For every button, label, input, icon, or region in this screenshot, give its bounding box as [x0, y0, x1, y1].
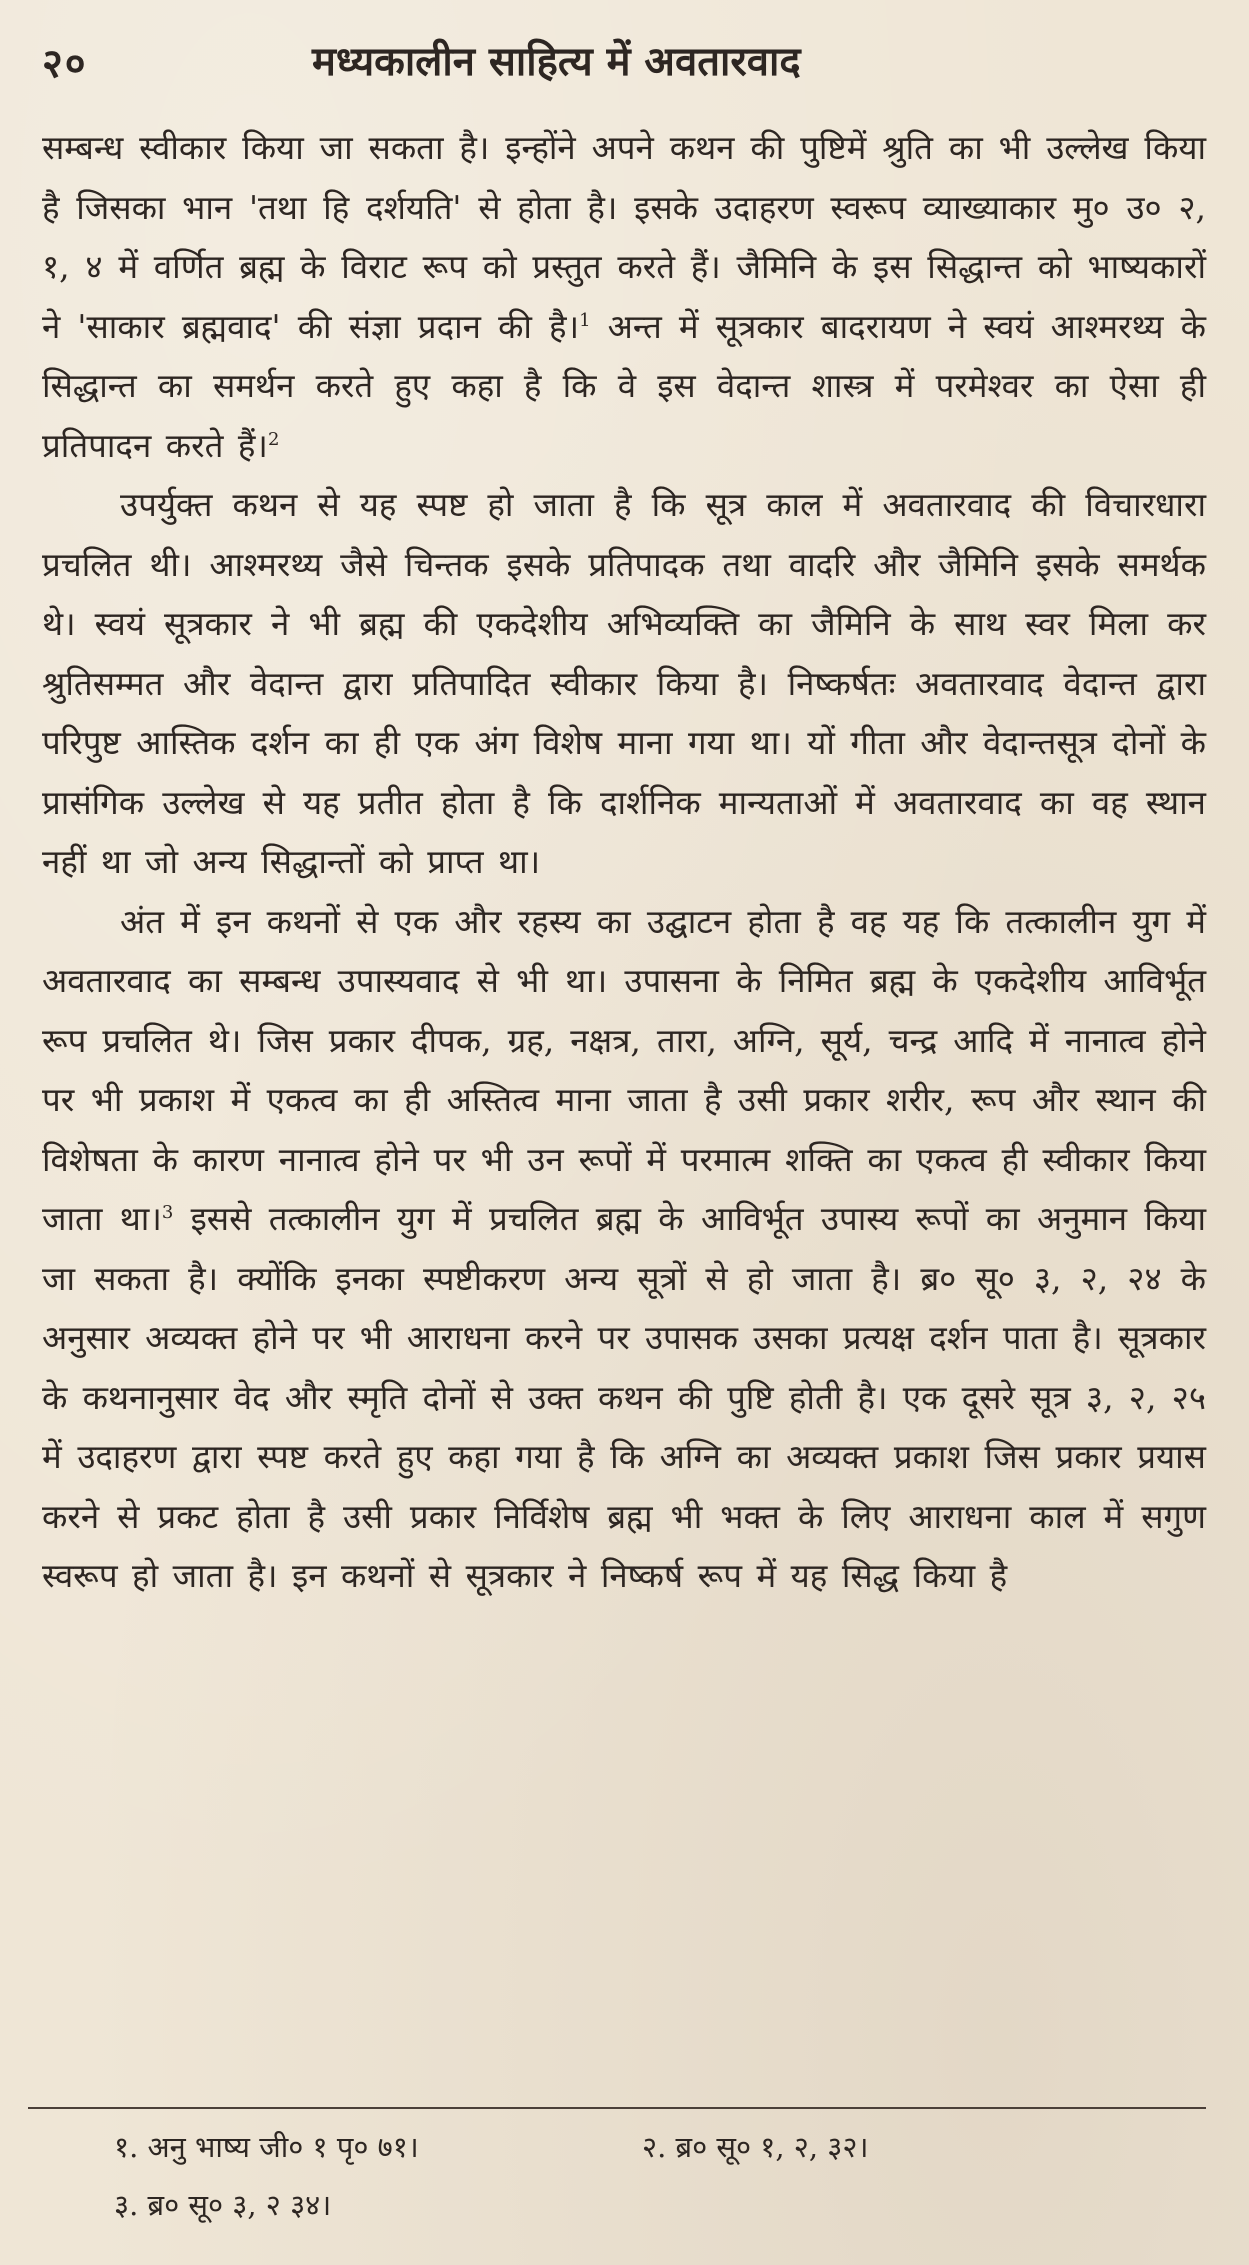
footnote-2: २. ब्र० सू० १, २, ३२।: [642, 2130, 869, 2164]
paragraph-3-text-b: इससे तत्कालीन युग में प्रचलित ब्रह्म के आविर्भूत उपास्य रूपों का अनुमान किया जा सकता है। क्योंकि इनका स्पष्टीकरण अन्य सूत्रों से हो जाता है। ब्र० सू० ३, २, २४ के अनुसार अव्यक्त होने पर भी आराधना करने पर उपासक उसका प्रत्यक्ष दर्शन पाता है। सूत्रकार के कथनानुसार वेद और स्मृति दोनों से उक्त कथन की पुष्टि होती है। एक दूसरे सूत्र ३, २, २५ में उदाहरण द्वारा स्पष्ट करते हुए कहा गया है कि अग्नि का अव्यक्त प्रकाश जिस प्रकार प्रयास करने से प्रकट होता है उसी प्रकार निर्विशेष ब्रह्म भी भक्त के लिए आराधना काल में सगुण स्वरूप हो जाता है। इन कथनों से सूत्रकार ने निष्कर्ष रूप में यह सिद्ध किया है: [42, 1199, 1206, 1595]
footnotes: [42, 2118, 1206, 2234]
running-title: मध्यकालीन साहित्य में अवतारवाद: [312, 38, 801, 85]
footnote-divider: [28, 2107, 1206, 2109]
paragraph-1: [42, 118, 1206, 475]
footnote-3: ३. ब्र० सू० ३, २ ३४।: [114, 2188, 332, 2222]
footnote-marker-3: 3: [161, 1202, 174, 1223]
paragraph-3-text-a: अंत में इन कथनों से एक और रहस्य का उद्घाटन होता है वह यह कि तत्कालीन युग में अवतारवाद का सम्बन्ध उपास्यवाद से भी था। उपासना के निमित ब्रह्म के एकदेशीय आविर्भूत रूप प्रचलित थे। जिस प्रकार दीपक, ग्रह, नक्षत्र, तारा, अग्नि, सूर्य, चन्द्र आदि में नानात्व होने पर भी प्रकाश में एकत्व का ही अस्तित्व माना जाता है उसी प्रकार शरीर, रूप और स्थान की विशेषता के कारण नानात्व होने पर भी उन रूपों में परमात्म शक्ति का एकत्व ही स्वीकार किया जाता था।: [42, 901, 1206, 1238]
footnote-row: [42, 2118, 1206, 2176]
book-page: [42, 30, 1206, 2240]
footnote-1: १. अनु भाष्य जी० १ पृ० ७१।: [114, 2130, 419, 2164]
footnote-marker-2: 2: [267, 428, 280, 450]
paragraph-2: उपर्युक्त कथन से यह स्पष्ट हो जाता है कि सूत्र काल में अवतारवाद की विचारधारा प्रचलित थी। आश्मरथ्य जैसे चिन्तक इसके प्रतिपादक तथा वादरि और जैमिनि इसके समर्थक थे। स्वयं सूत्रकार ने भी ब्रह्म की एकदेशीय अभिव्यक्ति का जैमिनि के साथ स्वर मिला कर श्रुतिसम्मत और वेदान्त द्वारा प्रतिपादित स्वीकार किया है। निष्कर्षतः अवतारवाद वेदान्त द्वारा परिपुष्ट आस्तिक दर्शन का ही एक अंग विशेष माना गया था। यों गीता और वेदान्तसूत्र दोनों के प्रासंगिक उल्लेख से यह प्रतीत होता है कि दार्शनिक मान्यताओं में अवतारवाद का वह स्थान नहीं था जो अन्य सिद्धान्तों को प्राप्त था।: [42, 485, 1206, 881]
footnote-row: [42, 2176, 1206, 2234]
paragraph-3: [42, 892, 1206, 1606]
paragraph-1-text-b: अन्त में सूत्रकार बादरायण ने स्वयं आश्मरथ्य के सिद्धान्त का समर्थन करते हुए कहा है कि वे इस वेदान्त शास्त्र में परमेश्वर का ऐसा ही प्रतिपादन करते हैं।: [42, 306, 1206, 465]
body-text: [42, 118, 1206, 1606]
paragraph-1-text-a: सम्बन्ध स्वीकार किया जा सकता है। इन्होंने अपने कथन की पुष्टिमें श्रुति का भी उल्लेख किया है जिसका भान 'तथा हि दर्शयति' से होता है। इसके उदाहरण स्वरूप व्याख्याकार मु० उ० २, १, ४ में वर्णित ब्रह्म के विराट रूप को प्रस्तुत करते हैं। जैमिनि के इस सिद्धान्त को भाष्यकारों ने 'साकार ब्रह्मवाद' की संज्ञा प्रदान की है।: [42, 128, 1206, 346]
page-header: [42, 30, 1206, 110]
page-number: २०: [42, 40, 88, 87]
footnote-marker-1: 1: [579, 309, 591, 331]
